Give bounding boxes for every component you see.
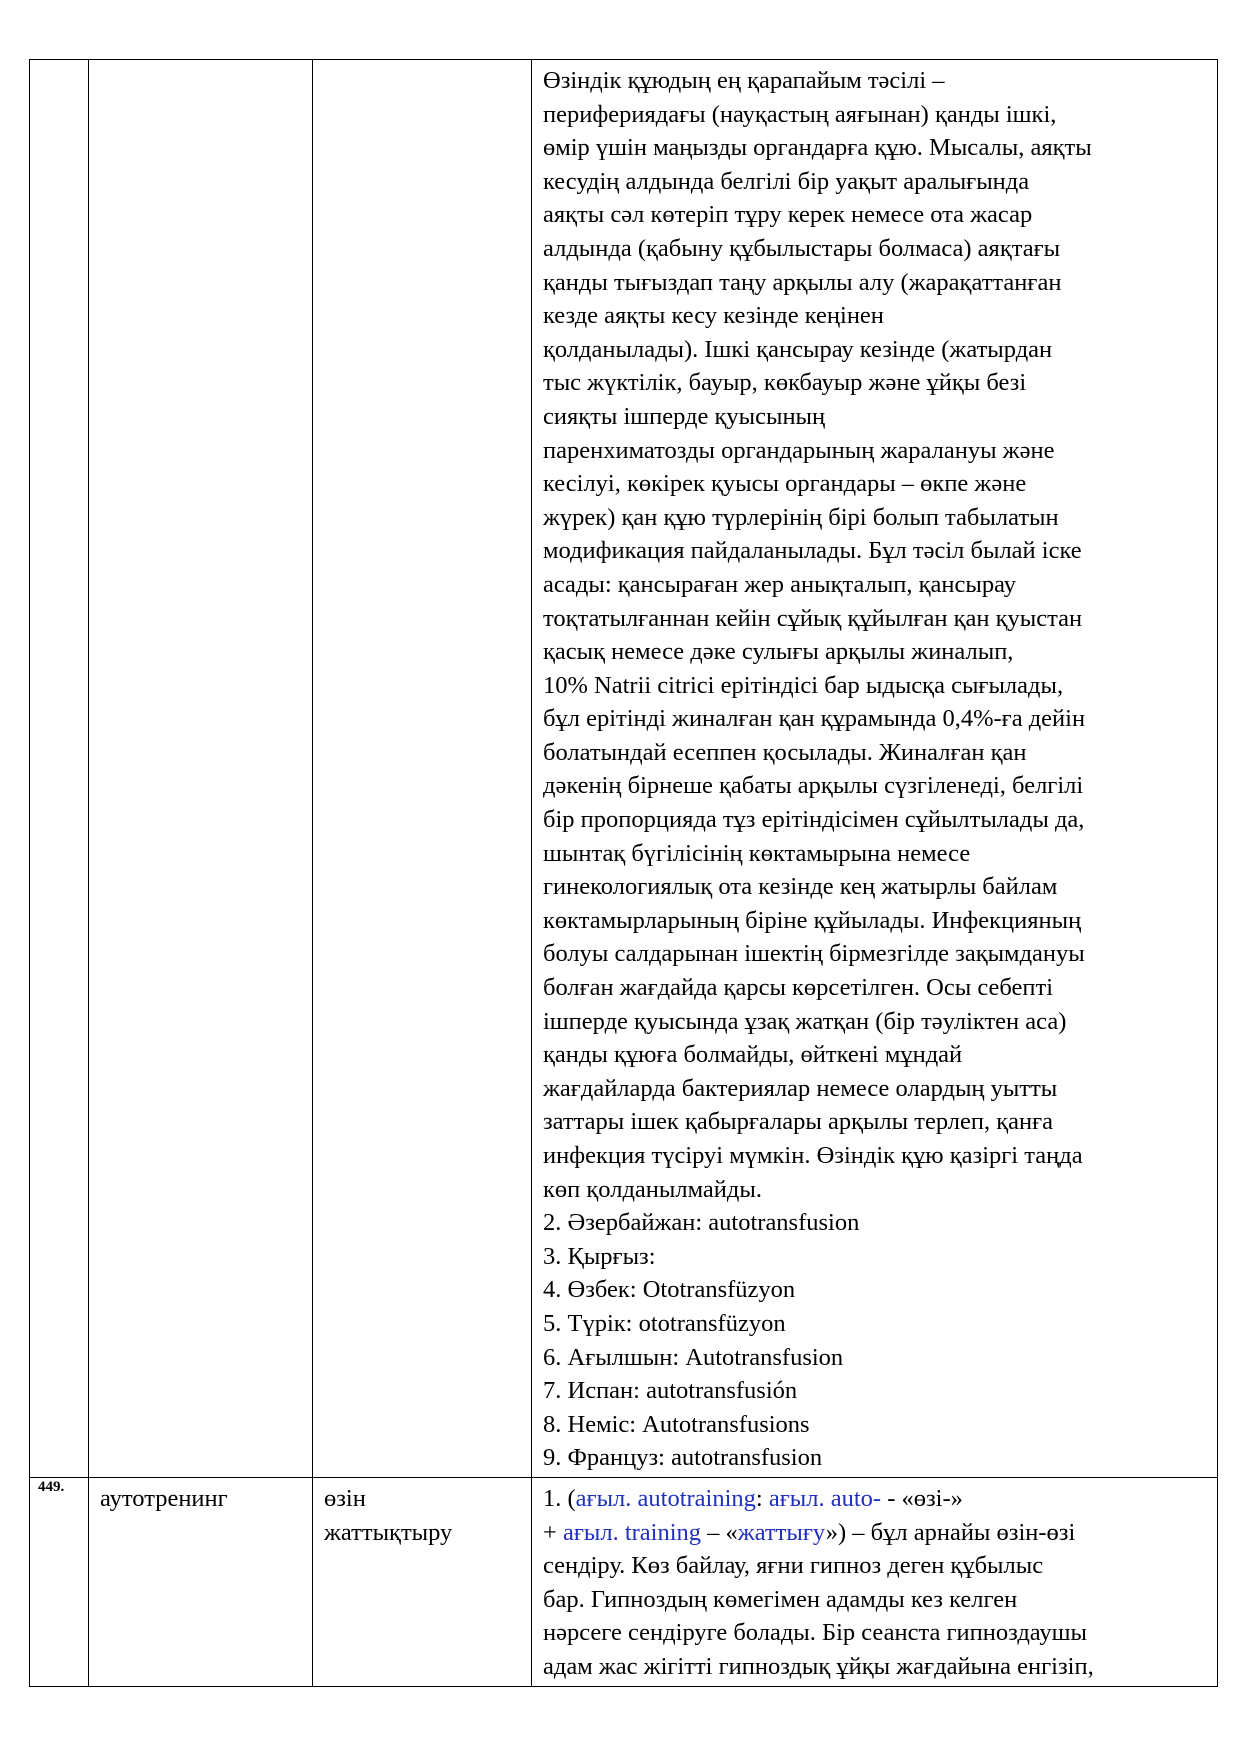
translations-list: [543, 1206, 1207, 1475]
definition-line: кесудің алдында белгілі бір уақыт аралығында: [543, 167, 1030, 195]
definition-line: бір пропорцияда тұз ерітіндісімен сұйылтылады да,: [543, 806, 1085, 834]
translation-item: 4. Өзбек: Ototransfüzyon: [543, 1276, 796, 1304]
entry-number: 449.: [30, 1477, 89, 1686]
definition-line: кезде аяқты кесу кезінде кеңінен: [543, 302, 884, 330]
definition-line: гинекологиялық ота кезінде кең жатырлы байлам: [543, 873, 1058, 901]
definition-line: асады: қансыраған жер анықталып, қансырау: [543, 570, 1016, 598]
translation-item: 6. Ағылшын: Autotransfusion: [543, 1343, 844, 1371]
etymology-link[interactable]: ағыл. auto-: [768, 1484, 882, 1512]
definition-line: тыс жүктілік, бауыр, көкбауыр және ұйқы безі: [543, 369, 1027, 397]
etymology-link[interactable]: ағыл. training: [562, 1518, 702, 1546]
definition-line: тоқтатылғаннан кейін сұйық құйылған қан қуыстан: [543, 604, 1083, 632]
etymology-link[interactable]: ағыл. autotraining: [575, 1484, 756, 1512]
definition-line: көктамырларының біріне құйылады. Инфекцияның: [543, 906, 1082, 934]
definition-line: бар. Гипноздың көмегімен адамды кез келген: [543, 1585, 1018, 1613]
etym-plus: +: [543, 1518, 563, 1546]
definition-line: ішперде қуысында ұзақ жатқан (бір тәуліктен аса): [543, 1007, 1067, 1035]
definition-cell: [532, 60, 1218, 1478]
def-prefix: 1. (: [543, 1484, 576, 1512]
etymology-line-2: [543, 1516, 1207, 1550]
definition-line: паренхиматозды органдарының жаралануы және: [543, 436, 1055, 464]
equivalent-line: жаттықтыру: [324, 1518, 453, 1546]
definition-line: өмір үшін маңызды органдарға құю. Мысалы, аяқты: [543, 134, 1092, 162]
definition-line: қолданылады). Ішкі қансырау кезінде (жатырдан: [543, 335, 1053, 363]
definition-line: Өзіндік құюдың ең қарапайым тәсілі –: [543, 67, 945, 94]
definition-line: шынтақ бүгілісінің көктамырына немесе: [543, 839, 971, 867]
definition-line: перифериядағы (науқастың аяғынан) қанды ішкі,: [543, 100, 1057, 128]
definition-line: 10% Natrii citrici ерітіндісі бар ыдысқа сығылады,: [543, 671, 1064, 699]
definition-line: нәрсеге сендіруге болады. Бір сеанста гипноздаушы: [543, 1619, 1088, 1647]
definition-text: [543, 1549, 1207, 1683]
translation-item: 2. Әзербайжан: autotransfusion: [543, 1209, 860, 1237]
term-cell: [89, 60, 313, 1478]
table-row: [30, 1477, 1218, 1686]
equivalent: [313, 1477, 532, 1686]
definition-line: адам жас жігітті гипноздық ұйқы жағдайына енгізіп,: [543, 1652, 1094, 1680]
definition-text: [543, 64, 1207, 1206]
definition-line: болған жағдайда қарсы көрсетілген. Осы себепті: [543, 974, 1054, 1002]
definition-line: қанды құюға болмайды, өйткені мұндай: [543, 1041, 963, 1069]
definition-line: аяқты сәл көтеріп тұру керек немесе ота жасар: [543, 201, 1033, 229]
glossary-table: [29, 59, 1218, 1687]
etym-close: ») – бұл арнайы өзін-өзі: [825, 1518, 1076, 1546]
definition-line: сендіру. Көз байлау, яғни гипноз деген құбылыс: [543, 1552, 1044, 1580]
translation-item: 5. Түрік: ototransfüzyon: [543, 1309, 786, 1337]
term: аутотренинг: [89, 1477, 313, 1686]
definition-cell: [532, 1477, 1218, 1686]
equivalent-cell: [313, 60, 532, 1478]
translation-item: 8. Неміс: Autotransfusions: [543, 1410, 810, 1438]
definition-line: қанды тығыздап таңу арқылы алу (жарақаттанған: [543, 268, 1062, 296]
translation-item: 9. Француз: autotransfusion: [543, 1444, 823, 1472]
definition-line: бұл ерітінді жиналған қан құрамында 0,4%-ға дейін: [543, 705, 1086, 733]
definition-line: қасық немесе дәке сулығы арқылы жиналып,: [543, 638, 1014, 666]
table-row: [30, 60, 1218, 1478]
number-cell: [30, 60, 89, 1478]
definition-line: болуы салдарынан ішектің бірмезгілде зақымдануы: [543, 940, 1085, 968]
etymology-line-1: [543, 1482, 1207, 1516]
etym-dash: – «: [701, 1518, 738, 1546]
etym-gloss: - «өзі-»: [881, 1484, 963, 1512]
definition-line: заттары ішек қабырғалары арқылы терлеп, қанға: [543, 1108, 1054, 1136]
definition-line: жағдайларда бактериялар немесе олардың уытты: [543, 1074, 1058, 1102]
definition-line: сияқты ішперде қуысының: [543, 402, 826, 430]
definition-line: кесілуі, көкірек қуысы органдары – өкпе және: [543, 470, 1027, 498]
definition-line: алдында (қабыну құбылыстары болмаса) аяқтағы: [543, 234, 1061, 262]
equivalent-line: өзін: [324, 1484, 366, 1512]
etymology-link[interactable]: жаттығу: [737, 1518, 826, 1546]
translation-item: 3. Қырғыз:: [543, 1242, 656, 1270]
definition-line: жүрек) қан құю түрлерінің бірі болып табылатын: [543, 503, 1059, 531]
translation-item: 7. Испан: autotransfusión: [543, 1377, 798, 1405]
definition-line: көп қолданылмайды.: [543, 1175, 762, 1203]
definition-line: дәкенің бірнеше қабаты арқылы сүзгіленеді, белгілі: [543, 772, 1084, 800]
definition-line: модификация пайдаланылады. Бұл тәсіл былай іске: [543, 537, 1082, 565]
etym-colon: :: [755, 1484, 769, 1512]
definition-line: инфекция түсіруі мүмкін. Өзіндік құю қазіргі таңда: [543, 1142, 1083, 1169]
definition-line: болатындай есеппен қосылады. Жиналған қан: [543, 738, 1027, 766]
